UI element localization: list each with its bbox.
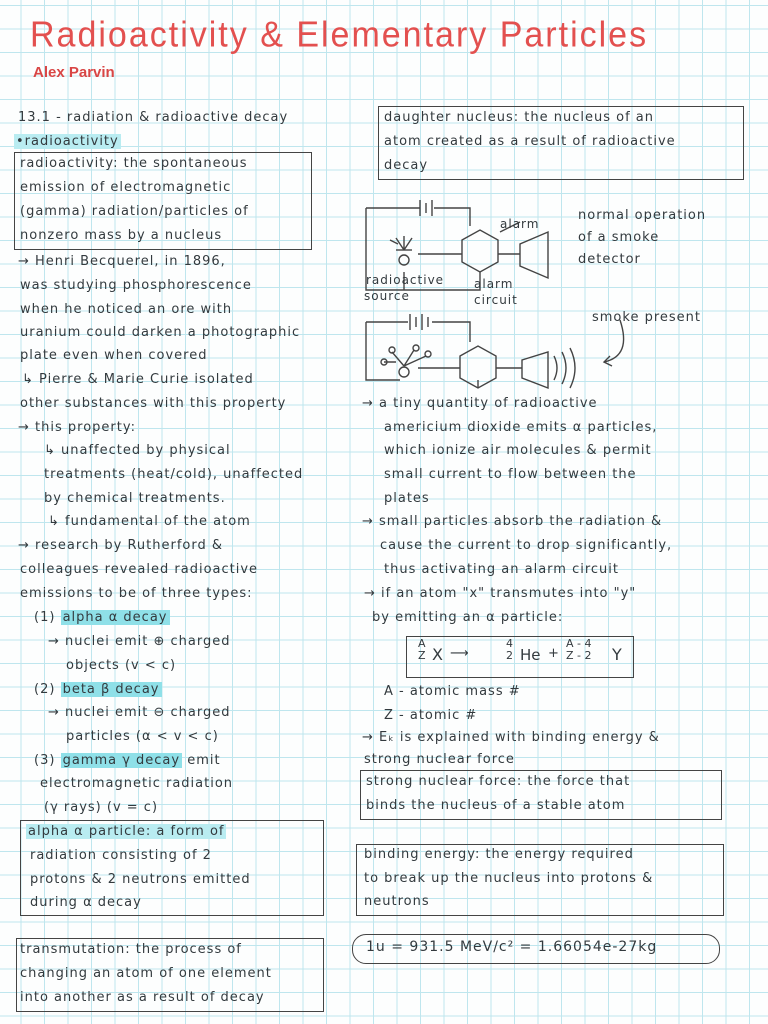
decay-type-gamma: (3) gamma γ decay emit	[34, 753, 221, 768]
eq-he-numbers: 4 2	[506, 637, 513, 662]
note-line: which ionize air molecules & permit	[384, 443, 652, 458]
note-line: americium dioxide emits α particles,	[384, 420, 658, 435]
note-line: was studying phosphorescence	[20, 278, 252, 293]
def-line: protons & 2 neutrons emitted	[30, 872, 251, 887]
note-line: ↳ unaffected by physical	[44, 443, 231, 458]
def-line: radiation consisting of 2	[30, 848, 212, 863]
decay-type-alpha: (1) alpha α decay	[34, 610, 168, 625]
note-line: cause the current to drop significantly,	[380, 538, 673, 553]
def-line: emission of electromagnetic	[20, 180, 232, 195]
decay-desc: → nuclei emit ⊖ charged	[48, 705, 231, 720]
note-line: → this property:	[18, 420, 136, 435]
note-line: emissions to be of three types:	[20, 586, 253, 601]
eq-arrow: ⟶	[450, 646, 469, 661]
decay-desc: (γ rays) (v = c)	[44, 800, 159, 815]
decay-desc: → nuclei emit ⊕ charged	[48, 634, 231, 649]
label-circuit: alarm	[474, 277, 514, 291]
label-alarm: alarm	[500, 217, 540, 231]
note-line: when he noticed an ore with	[20, 302, 233, 317]
eq-x-numbers: A Z	[418, 637, 426, 662]
eq-y-numbers: A - 4 Z - 2	[566, 637, 592, 662]
note-line: → if an atom "x" transmutes into "y"	[364, 586, 637, 601]
label-normal-operation: of a smoke	[578, 230, 660, 245]
note-line: → a tiny quantity of radioactive	[362, 396, 598, 411]
u-value-text: 1u = 931.5 MeV/c² = 1.66054e-27kg	[366, 939, 658, 955]
label-source: source	[364, 289, 410, 303]
note-line: → research by Rutherford &	[18, 538, 224, 553]
def-line: atom created as a result of radioactive	[384, 134, 676, 149]
page-title: Radioactivity & Elementary Particles	[30, 15, 649, 55]
def-line: binds the nucleus of a stable atom	[366, 798, 626, 813]
eq-y: Y	[612, 645, 622, 664]
note-line: plates	[384, 491, 430, 506]
def-line: (gamma) radiation/particles of	[20, 204, 249, 219]
label-normal-operation: normal operation	[578, 208, 707, 223]
def-line: daughter nucleus: the nucleus of an	[384, 110, 654, 125]
note-line: A - atomic mass #	[384, 684, 521, 699]
def-line: neutrons	[364, 894, 430, 909]
eq-plus: +	[548, 646, 559, 661]
note-line: thus activating an alarm circuit	[384, 562, 620, 577]
eq-x: X	[432, 645, 443, 664]
note-line: by chemical treatments.	[44, 491, 226, 506]
note-line: plate even when covered	[20, 348, 208, 363]
def-line: decay	[384, 158, 429, 173]
decay-desc: electromagnetic radiation	[40, 776, 234, 791]
author-name: Alex Parvin	[33, 64, 115, 81]
note-line: strong nuclear force	[364, 752, 515, 767]
decay-type-beta: (2) beta β decay	[34, 682, 160, 697]
label-smoke-present: smoke present	[592, 310, 702, 325]
note-line: Z - atomic #	[384, 708, 478, 723]
note-line: other substances with this property	[20, 396, 287, 411]
note-line: uranium could darken a photographic	[20, 325, 301, 340]
label-normal-operation: detector	[578, 252, 641, 267]
label-source: radioactive	[366, 273, 445, 287]
decay-desc: objects (v < c)	[66, 658, 177, 673]
label-circuit: circuit	[474, 293, 518, 307]
decay-desc: particles (α < v < c)	[66, 729, 219, 744]
def-line: binding energy: the energy required	[364, 847, 634, 862]
note-line: by emitting an α particle:	[372, 610, 564, 625]
note-line: small current to flow between the	[384, 467, 637, 482]
note-line: → Henri Becquerel, in 1896,	[18, 254, 226, 269]
def-line: alpha α particle: a form of	[28, 824, 225, 839]
subheading: •radioactivity	[16, 134, 119, 149]
def-line: during α decay	[30, 895, 142, 910]
eq-he: He	[520, 646, 541, 664]
def-line: into another as a result of decay	[20, 990, 265, 1005]
def-line: changing an atom of one element	[20, 966, 272, 981]
note-line: → Eₖ is explained with binding energy &	[362, 730, 660, 745]
note-line: colleagues revealed radioactive	[20, 562, 259, 577]
note-line: treatments (heat/cold), unaffected	[44, 467, 304, 482]
section-heading: 13.1 - radiation & radioactive decay	[18, 110, 289, 125]
note-line: → small particles absorb the radiation &	[362, 514, 663, 529]
def-line: transmutation: the process of	[20, 942, 242, 957]
def-line: radioactivity: the spontaneous	[20, 156, 248, 171]
def-line: strong nuclear force: the force that	[366, 774, 631, 789]
note-line: ↳ Pierre & Marie Curie isolated	[22, 372, 254, 387]
def-line: to break up the nucleus into protons &	[364, 871, 654, 886]
def-line: nonzero mass by a nucleus	[20, 228, 223, 243]
note-line: ↳ fundamental of the atom	[48, 514, 251, 529]
